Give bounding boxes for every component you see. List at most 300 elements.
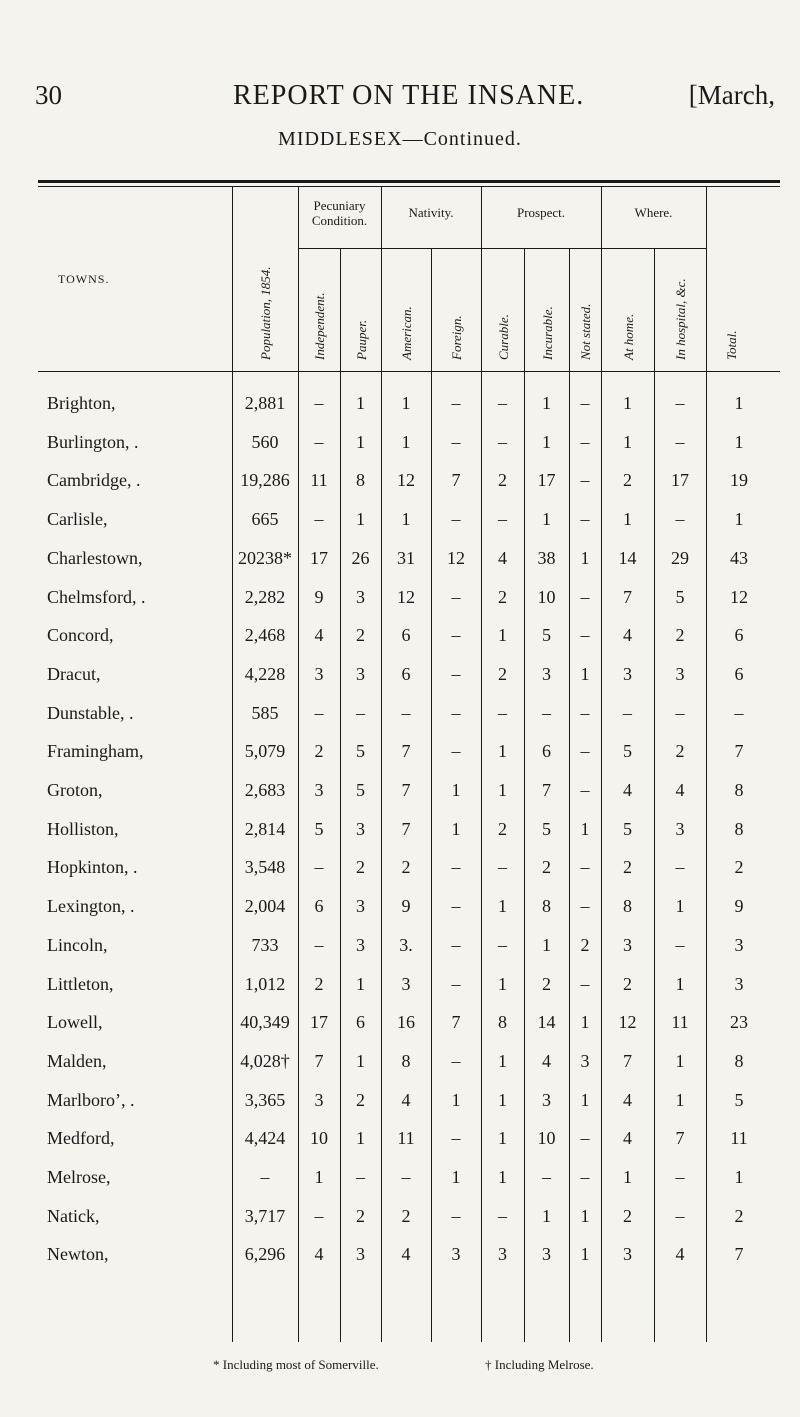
curable-cell: 1 <box>498 1050 507 1071</box>
section-subtitle: MIDDLESEX—Continued. <box>278 128 522 150</box>
at-home-cell: 1 <box>623 431 632 452</box>
foreign-cell: 7 <box>451 1012 461 1033</box>
foreign-cell: 1 <box>451 1167 461 1187</box>
in-hospital-cell: 4 <box>675 780 685 800</box>
incurable-cell: 3 <box>542 1089 551 1110</box>
total-cell: 19 <box>730 470 748 491</box>
incurable-cell: 10 <box>537 586 556 607</box>
incurable-cell: 3 <box>542 1244 551 1265</box>
independent-cell: 2 <box>314 741 324 762</box>
total-cell: 11 <box>730 1128 748 1149</box>
table-row <box>0 393 800 431</box>
curable-cell: 2 <box>498 586 507 607</box>
table-top-rule-thin <box>38 186 780 187</box>
at-home-cell: 8 <box>623 896 632 917</box>
town-name: Concord, <box>47 625 114 646</box>
at-home-cell: 1 <box>623 1167 632 1187</box>
american-cell: 6 <box>401 625 411 646</box>
table-row <box>0 509 800 547</box>
header-bottom-rule <box>38 371 780 372</box>
american-cell: 4 <box>401 1244 411 1265</box>
american-cell: – <box>401 702 411 723</box>
col-header-independent: Independent. <box>312 292 327 360</box>
town-name: Charlestown, <box>47 547 143 568</box>
incurable-cell: 38 <box>537 547 556 568</box>
population-cell: 4,424 <box>244 1128 286 1149</box>
american-cell: 7 <box>401 780 411 800</box>
foreign-cell: – <box>451 393 461 413</box>
foreign-cell: – <box>451 1128 461 1149</box>
table-row <box>0 625 800 663</box>
incurable-cell: 6 <box>542 741 551 762</box>
table-row <box>0 819 800 857</box>
american-cell: 3 <box>401 973 411 994</box>
at-home-cell: 1 <box>623 509 632 530</box>
population-cell: 20238* <box>238 547 292 568</box>
pauper-cell: 2 <box>356 625 365 646</box>
group-rule-pecuniary <box>298 248 431 249</box>
pauper-cell: 1 <box>356 1128 365 1149</box>
pauper-cell: 5 <box>356 780 365 800</box>
pauper-cell: 3 <box>356 934 365 955</box>
table-row <box>0 857 800 895</box>
curable-cell: 1 <box>498 741 507 762</box>
col-header-at-home: At home. <box>621 313 636 360</box>
at-home-cell: – <box>623 702 632 723</box>
in-hospital-cell: 3 <box>675 818 685 839</box>
curable-cell: 3 <box>498 1244 507 1265</box>
population-cell: 2,004 <box>244 896 286 917</box>
not-stated-cell: – <box>580 1167 590 1187</box>
group-rule-prospect <box>481 248 601 249</box>
incurable-cell: 1 <box>542 431 551 452</box>
towns-column-header: TOWNS. <box>58 272 110 286</box>
at-home-cell: 7 <box>623 586 632 607</box>
total-cell: 2 <box>734 1205 744 1226</box>
town-name: Brighton, <box>47 393 116 413</box>
population-cell: 19,286 <box>240 470 290 491</box>
curable-cell: 1 <box>498 896 507 917</box>
american-cell: 16 <box>397 1012 415 1033</box>
population-cell: 2,814 <box>244 818 286 839</box>
curable-cell: – <box>498 857 507 878</box>
independent-cell: 3 <box>314 1089 324 1110</box>
incurable-cell: 1 <box>542 934 551 955</box>
pauper-cell: – <box>356 702 365 723</box>
population-cell: 585 <box>251 702 279 723</box>
american-cell: 7 <box>401 741 411 762</box>
in-hospital-cell: 5 <box>675 586 685 607</box>
american-cell: 1 <box>401 431 411 452</box>
not-stated-cell: – <box>580 780 590 800</box>
pauper-cell: 6 <box>356 1012 365 1033</box>
incurable-cell: 1 <box>542 393 551 413</box>
independent-cell: 3 <box>314 780 324 800</box>
town-name: Natick, <box>47 1205 100 1226</box>
town-name: Marlboro’, . <box>47 1089 135 1110</box>
in-hospital-cell: – <box>675 509 685 530</box>
population-cell: – <box>260 1167 270 1187</box>
group-header-nativity: Nativity. <box>408 205 454 220</box>
total-cell: 7 <box>734 1244 744 1265</box>
american-cell: 4 <box>401 1089 411 1110</box>
incurable-cell: 7 <box>542 780 551 800</box>
american-cell: 6 <box>401 663 411 684</box>
pauper-cell: 2 <box>356 1205 365 1226</box>
curable-cell: 1 <box>498 625 507 646</box>
foreign-cell: – <box>451 663 461 684</box>
town-name: Dunstable, . <box>47 702 134 723</box>
table-row <box>0 703 800 741</box>
independent-cell: 9 <box>314 586 324 607</box>
in-hospital-cell: 1 <box>675 1089 685 1110</box>
curable-cell: – <box>498 1205 507 1226</box>
running-title: REPORT ON THE INSANE. <box>233 80 585 111</box>
pauper-cell: 1 <box>356 393 365 413</box>
independent-cell: 2 <box>314 973 324 994</box>
american-cell: – <box>401 1167 411 1187</box>
in-hospital-cell: 17 <box>671 470 689 491</box>
american-cell: 7 <box>401 818 411 839</box>
population-cell: 6,296 <box>244 1244 286 1265</box>
pauper-cell: 8 <box>356 470 365 491</box>
independent-cell: 4 <box>314 625 324 646</box>
town-name: Hopkinton, . <box>47 857 138 878</box>
incurable-cell: 1 <box>542 1205 551 1226</box>
table-row <box>0 1090 800 1128</box>
town-name: Carlisle, <box>47 509 108 530</box>
independent-cell: – <box>314 1205 324 1226</box>
foreign-cell: 1 <box>451 780 461 800</box>
not-stated-cell: – <box>580 857 590 878</box>
in-hospital-cell: – <box>675 702 685 723</box>
not-stated-cell: 1 <box>580 1089 590 1110</box>
col-header-population: Population, 1854. <box>258 266 273 360</box>
at-home-cell: 2 <box>623 1205 632 1226</box>
table-row <box>0 935 800 973</box>
pauper-cell: 26 <box>351 547 370 568</box>
town-name: Cambridge, . <box>47 470 141 491</box>
population-cell: 40,349 <box>240 1012 290 1033</box>
total-cell: 6 <box>734 663 744 684</box>
table-row <box>0 1051 800 1089</box>
not-stated-cell: 1 <box>580 1205 590 1226</box>
american-cell: 8 <box>401 1050 411 1071</box>
incurable-cell: 5 <box>542 625 551 646</box>
group-header-where: Where. <box>634 205 673 220</box>
total-cell: 7 <box>734 741 744 762</box>
not-stated-cell: – <box>580 702 590 723</box>
town-name: Lincoln, <box>47 934 108 955</box>
footnote-star: * Including most of Somerville. <box>213 1357 379 1372</box>
at-home-cell: 12 <box>618 1012 637 1033</box>
col-header-pauper: Pauper. <box>354 319 369 360</box>
population-cell: 2,881 <box>244 393 286 413</box>
curable-cell: – <box>498 702 507 723</box>
not-stated-cell: 1 <box>580 1012 590 1033</box>
at-home-cell: 2 <box>623 470 632 491</box>
incurable-cell: – <box>542 702 551 723</box>
at-home-cell: 5 <box>623 818 632 839</box>
in-hospital-cell: 4 <box>675 1244 685 1265</box>
pauper-cell: 3 <box>356 1244 365 1265</box>
independent-cell: 5 <box>314 818 324 839</box>
table-row <box>0 664 800 702</box>
foreign-cell: – <box>451 1050 461 1071</box>
foreign-cell: – <box>451 431 461 452</box>
total-cell: 8 <box>734 818 744 839</box>
foreign-cell: – <box>451 934 461 955</box>
town-name: Medford, <box>47 1128 115 1149</box>
not-stated-cell: – <box>580 625 590 646</box>
town-name: Chelmsford, . <box>47 586 146 607</box>
independent-cell: 17 <box>310 547 328 568</box>
curable-cell: 4 <box>498 547 507 568</box>
town-name: Lexington, . <box>47 896 135 917</box>
table-row <box>0 780 800 818</box>
pauper-cell: 3 <box>356 818 365 839</box>
total-cell: 43 <box>730 547 748 568</box>
table-row <box>0 1167 800 1205</box>
curable-cell: 8 <box>498 1012 507 1033</box>
not-stated-cell: 1 <box>580 818 590 839</box>
table-row <box>0 470 800 508</box>
pauper-cell: 1 <box>356 509 365 530</box>
pauper-cell: 1 <box>356 431 365 452</box>
total-cell: 1 <box>734 393 744 413</box>
not-stated-cell: – <box>580 509 590 530</box>
american-cell: 3. <box>399 934 413 955</box>
in-hospital-cell: 1 <box>675 1050 685 1071</box>
pauper-cell: 3 <box>356 586 365 607</box>
table-row <box>0 587 800 625</box>
independent-cell: 11 <box>310 470 328 491</box>
not-stated-cell: – <box>580 431 590 452</box>
foreign-cell: – <box>451 896 461 917</box>
american-cell: 12 <box>397 586 415 607</box>
at-home-cell: 2 <box>623 973 632 994</box>
total-cell: 12 <box>730 586 748 607</box>
table-row <box>0 548 800 586</box>
pauper-cell: 2 <box>356 857 365 878</box>
not-stated-cell: 1 <box>580 663 590 684</box>
in-hospital-cell: 1 <box>675 896 685 917</box>
curable-cell: – <box>498 431 507 452</box>
pauper-cell: 2 <box>356 1089 365 1110</box>
foreign-cell: – <box>451 741 461 762</box>
at-home-cell: 4 <box>623 625 632 646</box>
at-home-cell: 3 <box>623 1244 632 1265</box>
at-home-cell: 4 <box>623 1128 632 1149</box>
total-cell: 9 <box>734 896 744 917</box>
pauper-cell: 3 <box>356 663 365 684</box>
american-cell: 2 <box>401 857 411 878</box>
incurable-cell: 10 <box>537 1128 556 1149</box>
american-cell: 1 <box>401 509 411 530</box>
page-header <box>35 80 775 120</box>
pauper-cell: – <box>356 1167 365 1187</box>
total-cell: 2 <box>734 857 744 878</box>
american-cell: 9 <box>401 896 411 917</box>
town-name: Framingham, <box>47 741 144 762</box>
in-hospital-cell: 3 <box>675 663 685 684</box>
population-cell: 3,365 <box>244 1089 286 1110</box>
population-cell: 4,228 <box>244 663 286 684</box>
total-cell: 1 <box>734 509 744 530</box>
not-stated-cell: 1 <box>580 1244 590 1265</box>
at-home-cell: 4 <box>623 1089 632 1110</box>
in-hospital-cell: – <box>675 1167 685 1187</box>
independent-cell: 1 <box>314 1167 324 1187</box>
american-cell: 31 <box>397 547 415 568</box>
incurable-cell: 8 <box>542 896 551 917</box>
incurable-cell: 2 <box>542 973 551 994</box>
incurable-cell: – <box>542 1167 551 1187</box>
population-cell: 1,012 <box>244 973 286 994</box>
total-cell: 3 <box>734 973 744 994</box>
table-row <box>0 1206 800 1244</box>
not-stated-cell: – <box>580 896 590 917</box>
american-cell: 12 <box>397 470 415 491</box>
foreign-cell: – <box>451 586 461 607</box>
foreign-cell: – <box>451 625 461 646</box>
table-row <box>0 741 800 779</box>
total-cell: 8 <box>734 780 744 800</box>
curable-cell: – <box>498 393 507 413</box>
col-header-incurable: Incurable. <box>540 306 555 360</box>
curable-cell: 2 <box>498 663 507 684</box>
town-name: Melrose, <box>47 1167 111 1187</box>
running-date: [March, <box>688 80 775 110</box>
col-header-foreign: Foreign. <box>449 315 464 360</box>
curable-cell: 1 <box>498 1089 507 1110</box>
at-home-cell: 3 <box>623 663 632 684</box>
population-cell: 4,028† <box>240 1050 290 1071</box>
col-header-american: American. <box>399 306 414 360</box>
incurable-cell: 4 <box>542 1050 551 1071</box>
at-home-cell: 1 <box>623 393 632 413</box>
population-cell: 733 <box>251 934 279 955</box>
independent-cell: 7 <box>314 1050 324 1071</box>
american-cell: 1 <box>401 393 411 413</box>
independent-cell: 4 <box>314 1244 324 1265</box>
incurable-cell: 2 <box>542 857 551 878</box>
independent-cell: 10 <box>310 1128 328 1149</box>
curable-cell: 2 <box>498 470 507 491</box>
town-name: Malden, <box>47 1050 107 1071</box>
population-cell: 665 <box>251 509 279 530</box>
in-hospital-cell: 2 <box>675 625 685 646</box>
curable-cell: 1 <box>498 1167 507 1187</box>
total-cell: 6 <box>734 625 744 646</box>
in-hospital-cell: – <box>675 431 685 452</box>
foreign-cell: 12 <box>447 547 465 568</box>
col-header-total: Total. <box>724 330 739 360</box>
col-header-curable: Curable. <box>496 314 511 360</box>
not-stated-cell: – <box>580 741 590 762</box>
population-cell: 2,282 <box>244 586 286 607</box>
town-name: Holliston, <box>47 818 119 839</box>
col-header-not-stated: Not stated. <box>578 303 593 360</box>
in-hospital-cell: – <box>675 934 685 955</box>
independent-cell: – <box>314 393 324 413</box>
at-home-cell: 4 <box>623 780 632 800</box>
foreign-cell: – <box>451 509 461 530</box>
not-stated-cell: 2 <box>580 934 590 955</box>
at-home-cell: 2 <box>623 857 632 878</box>
total-cell: 1 <box>734 431 744 452</box>
page-number: 30 <box>35 80 62 110</box>
population-cell: 2,468 <box>244 625 286 646</box>
total-cell: 1 <box>734 1167 744 1187</box>
in-hospital-cell: – <box>675 1205 685 1226</box>
in-hospital-cell: – <box>675 393 685 413</box>
table-row <box>0 1012 800 1050</box>
table-row <box>0 974 800 1012</box>
foreign-cell: 3 <box>451 1244 461 1265</box>
in-hospital-cell: 11 <box>671 1012 689 1033</box>
incurable-cell: 3 <box>542 663 551 684</box>
total-cell: 23 <box>730 1012 748 1033</box>
not-stated-cell: – <box>580 470 590 491</box>
not-stated-cell: 3 <box>580 1050 590 1071</box>
town-name: Burlington, . <box>47 431 139 452</box>
total-cell: 8 <box>734 1050 744 1071</box>
at-home-cell: 7 <box>623 1050 632 1071</box>
curable-cell: 1 <box>498 1128 507 1149</box>
town-name: Dracut, <box>47 663 101 684</box>
foreign-cell: 7 <box>451 470 461 491</box>
independent-cell: 3 <box>314 663 324 684</box>
american-cell: 11 <box>397 1128 415 1149</box>
in-hospital-cell: 29 <box>671 547 689 568</box>
curable-cell: 1 <box>498 973 507 994</box>
not-stated-cell: – <box>580 1128 590 1149</box>
foreign-cell: – <box>451 1205 461 1226</box>
pauper-cell: 1 <box>356 1050 365 1071</box>
in-hospital-cell: 2 <box>675 741 685 762</box>
pauper-cell: 5 <box>356 741 365 762</box>
population-cell: 3,717 <box>244 1205 286 1226</box>
incurable-cell: 14 <box>537 1012 556 1033</box>
population-cell: 3,548 <box>244 857 286 878</box>
incurable-cell: 1 <box>542 509 551 530</box>
foreign-cell: 1 <box>451 818 461 839</box>
table-row <box>0 896 800 934</box>
independent-cell: – <box>314 934 324 955</box>
pauper-cell: 3 <box>356 896 365 917</box>
independent-cell: – <box>314 509 324 530</box>
not-stated-cell: – <box>580 973 590 994</box>
foreign-cell: – <box>451 857 461 878</box>
table-row <box>0 432 800 470</box>
foreign-cell: – <box>451 702 461 723</box>
independent-cell: – <box>314 702 324 723</box>
american-cell: 2 <box>401 1205 411 1226</box>
town-name: Lowell, <box>47 1012 103 1033</box>
table-top-rule <box>38 180 780 183</box>
independent-cell: – <box>314 857 324 878</box>
group-header-pecuniary: Pecuniary Condition. <box>311 198 368 228</box>
not-stated-cell: – <box>580 586 590 607</box>
population-cell: 5,079 <box>244 741 286 762</box>
town-name: Groton, <box>47 780 103 800</box>
in-hospital-cell: – <box>675 857 685 878</box>
in-hospital-cell: 7 <box>675 1128 685 1149</box>
footnote-dagger: † Including Melrose. <box>485 1357 594 1372</box>
independent-cell: 6 <box>314 896 324 917</box>
curable-cell: – <box>498 509 507 530</box>
